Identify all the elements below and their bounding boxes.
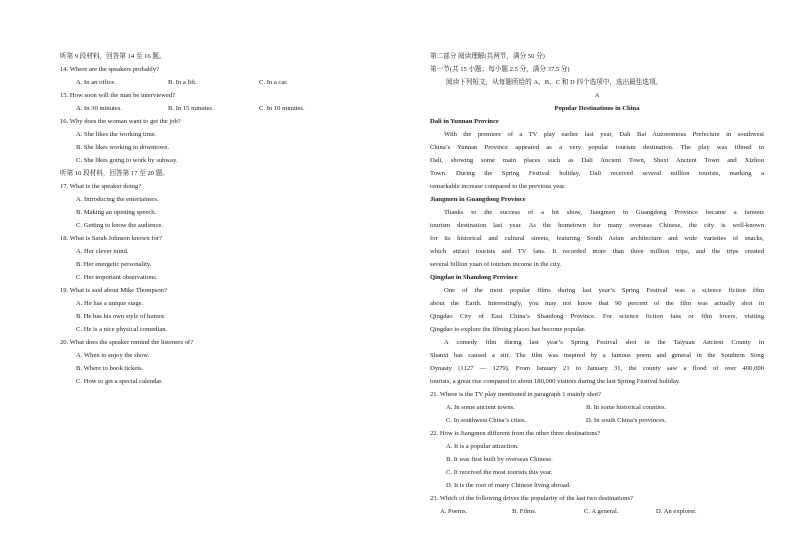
question-18: 18. What is Sarah Johnson known for? <box>60 235 162 242</box>
paragraph-line: Thanks to the success of a hit show, Jiangmen in Guangdong Province became a famous <box>444 209 764 216</box>
paragraph-jiangmen <box>430 206 764 271</box>
option-b: B. Her energetic personality. <box>76 261 152 268</box>
section-heading: 第一节(共 15 小题；每小题 2.5 分，满分 37.5 分) <box>430 66 570 73</box>
question-22: 22. How is Jiangmen different from the other three destinations? <box>430 430 601 437</box>
option-a: A. Her clever mind. <box>76 248 129 255</box>
question-20: 20. What does the speaker remind the listeners of? <box>60 339 193 346</box>
passage-title: Popular Destinations in China <box>554 105 640 112</box>
option-a: A. She likes the working time. <box>76 131 157 138</box>
option-c: C. Her important observations. <box>76 274 158 281</box>
option-d: D. In south China’s provinces. <box>586 417 667 424</box>
option-b: B. It was first built by overseas Chinese. <box>446 456 553 463</box>
option-b: B. In a lift. <box>168 79 197 86</box>
paragraph-line: One of the most popular films during last year’s Spring Festival was a science fiction film <box>444 287 764 294</box>
option-b: B. Films. <box>512 508 537 515</box>
paragraph-line: for its historical and cultural streets, featuring South Asian architecture and wide varieties of snacks, <box>430 235 764 242</box>
subheading-jiangmen: Jiangmen in Guangdong Province <box>430 196 526 203</box>
question-21-options-row1 <box>430 401 764 414</box>
passage-letter: A <box>594 92 600 99</box>
paragraph-line: which attract tourists and TV fans. It recorded more than three million trips, and the trips created <box>430 248 764 255</box>
paragraph-line: tourists, a great rise compared to about 180,000 visitors during the last Spring Festival holiday. <box>430 378 681 385</box>
paragraph-line: Dali, showing some main places such as Dali Ancient Town, Shaxi Ancient Town and Xizhou <box>430 157 764 164</box>
question-21: 21. Where is the TV play mentioned in paragraph 1 mainly shot? <box>430 391 602 398</box>
option-c: C. He is a nice physical comedian. <box>76 326 168 333</box>
section-heading: 听第 10 段材料，回答第 17 至 20 题。 <box>60 170 169 177</box>
option-b: B. In some historical counties. <box>586 404 667 411</box>
option-c: C. It received the most tourists this year. <box>446 469 553 476</box>
option-c: C. In a car. <box>259 79 288 86</box>
subheading-qingdao: Qingdao in Shandong Province <box>430 274 518 281</box>
option-a: A. In some ancient towns. <box>446 404 515 411</box>
paragraph-line: remarkable increase compared to the previous year. <box>430 183 566 190</box>
paragraph-line: Dynasty (1127 — 1279). From January 21 to January 31, the county saw a flood of over 400,000 <box>430 365 764 372</box>
option-a: A. Introducing the entertainers. <box>76 196 159 203</box>
question-14: 14. Where are the speakers probably? <box>60 66 160 73</box>
paragraph-line: tourism destination last year. As the hometown for many overseas Chinese, the city is well-known <box>430 222 764 229</box>
paragraph-line: several billion yuan of tourism income in the city. <box>430 261 562 268</box>
paragraph-qingdao <box>430 284 764 336</box>
option-c: C. Getting to know the audience. <box>76 222 163 229</box>
question-17: 17. What is the speaker doing? <box>60 183 142 190</box>
section-heading: 听第 9 段材料，回答第 14 至 16 题。 <box>60 53 166 60</box>
paragraph-line: With the premiere of a TV play earlier last year, Dali Bai Autonomous Prefecture in southwest <box>444 131 764 138</box>
option-b: B. Making an opening speech. <box>76 209 157 216</box>
right-column <box>430 50 764 518</box>
option-b: B. Where to book tickets. <box>76 365 144 372</box>
option-b: B. In 15 minutes. <box>168 105 214 112</box>
paragraph-shanxi <box>430 336 764 388</box>
question-15: 15. How soon will the man be interviewed? <box>60 92 175 99</box>
option-a: A. Poems. <box>440 508 468 515</box>
option-a: A. In 30 minutes. <box>76 105 122 112</box>
paragraph-line: Town. During the Spring Festival holiday, Dali received several million tourists, marking a <box>430 170 764 177</box>
instruction: 阅读下列短文，从每题所给的 A、B、C 和 D 四个选项中，选出最佳选项。 <box>446 79 663 86</box>
option-d: D. It is the root of many Chinese living abroad. <box>446 482 571 489</box>
option-a: A. It is a popular attraction. <box>446 443 519 450</box>
paragraph-line: Qingdao to explore the filming places has become popular. <box>430 326 586 333</box>
question-14-options <box>60 76 390 89</box>
subheading-dali: Dali in Yunnan Province <box>430 118 499 125</box>
left-column <box>60 50 390 388</box>
paragraph-line: Qingdao City of East China’s Shandong Province. For science fiction fans or film lovers, visiting <box>430 313 764 320</box>
option-d: D. An explorer. <box>656 508 697 515</box>
option-b: B. She likes working in downtown. <box>76 144 170 151</box>
paragraph-line: China’s Yunnan Province appeared as a very popular tourism destination. The play was filmed in <box>430 144 764 151</box>
question-23-options <box>430 505 764 518</box>
question-21-options-row2 <box>430 414 764 427</box>
question-16: 16. Why does the woman want to get the job? <box>60 118 181 125</box>
part-heading: 第二部分 阅读理解(共两节，满分 50 分) <box>430 53 545 60</box>
paragraph-line: Shanxi has caused a stir. The film was inspired by a famous poem and general in the Southern Song <box>430 352 764 359</box>
option-c: C. A general. <box>584 508 619 515</box>
question-23: 23. Which of the following drives the popularity of the last two destinations? <box>430 495 633 502</box>
option-c: C. How to get a special calendar. <box>76 378 163 385</box>
option-a: A. In an office. <box>76 79 116 86</box>
question-19: 19. What is said about Mike Thompson? <box>60 287 167 294</box>
paragraph-dali <box>430 128 764 193</box>
paragraph-line: about the Earth. Interestingly, you may not know that 90 percent of the film was actually shot in <box>430 300 764 307</box>
option-c: C. In southwest China’s cities. <box>446 417 527 424</box>
paragraph-line: A comedy film during last year’s Spring Festival shot in the Taiyuan Ancient County in <box>444 339 764 346</box>
option-a: A. He has a unique stage. <box>76 300 144 307</box>
option-a: A. When to enjoy the show. <box>76 352 150 359</box>
option-b: B. He has his own style of humor. <box>76 313 166 320</box>
question-15-options <box>60 102 390 115</box>
option-c: C. In 10 minutes. <box>259 105 305 112</box>
option-c: C. She likes going to work by subway. <box>76 157 178 164</box>
